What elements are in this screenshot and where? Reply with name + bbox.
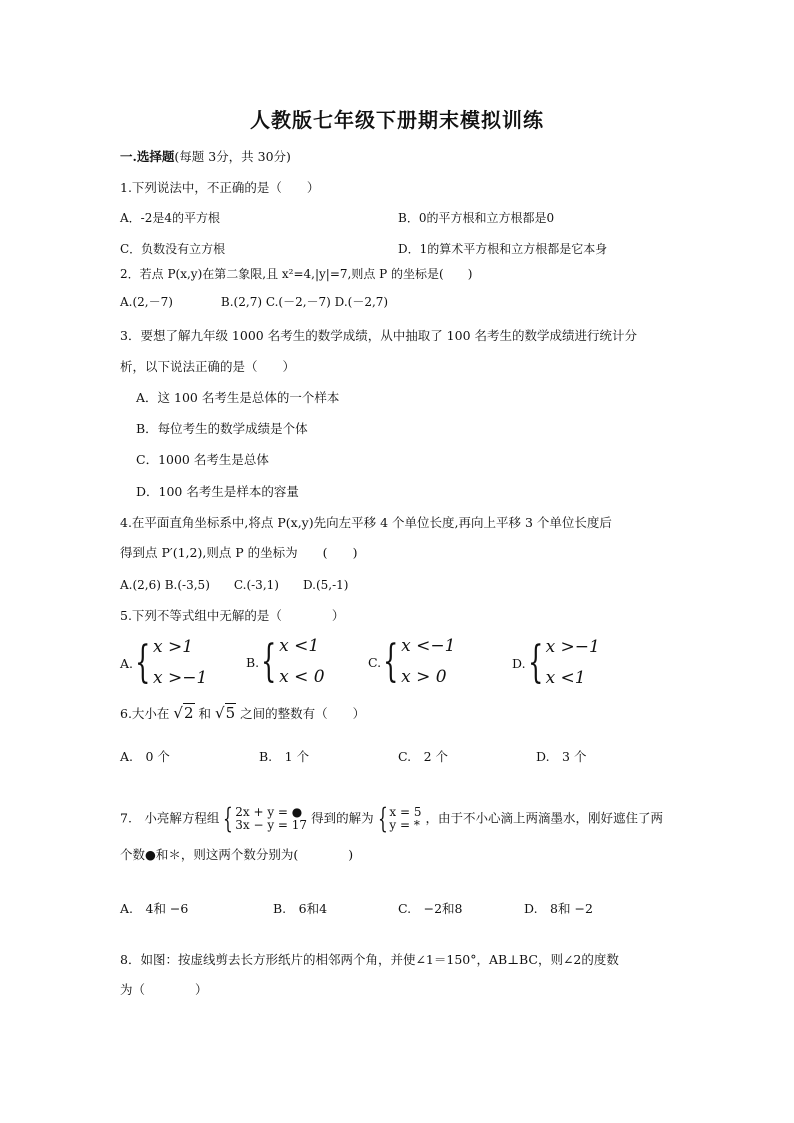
q8-stem-line1: 8．如图：按虚线剪去长方形纸片的相邻两个角，并使∠1＝150°，AB⊥BC，则∠2的度数 [120, 952, 619, 967]
q7-prefix: 7. 小亮解方程组 [120, 810, 220, 826]
q5-stem: 5.下列不等式组中无解的是（ ） [120, 608, 345, 623]
q4-stem-line2: 得到点 P′(1,2),则点 P 的坐标为 ( ) [120, 545, 358, 560]
q3-option-d: D．100 名考生是样本的容量 [136, 484, 299, 499]
section-heading-note: (每题 3分，共 30分) [174, 149, 291, 164]
left-brace: { [135, 637, 151, 688]
q3-stem-line2: 析，以下说法正确的是（ ） [120, 359, 296, 374]
inequality-line-1: x <−1 [401, 636, 456, 656]
left-brace: { [261, 636, 277, 687]
left-brace: { [383, 636, 399, 687]
radicand: 2 [183, 704, 194, 722]
q7-connector: 得到的解为 [311, 810, 374, 826]
q6-option-c: C. 2 个 [398, 749, 449, 764]
q3-option-a: A．这 100 名考生是总体的一个样本 [136, 390, 340, 405]
q8-stem-line2: 为（ ） [120, 982, 208, 997]
q6-suffix: 之间的整数有（ ） [240, 706, 366, 721]
left-brace: { [223, 802, 234, 835]
solution-line-2: y = * [389, 818, 420, 832]
q6-option-d: D. 3 个 [536, 749, 587, 764]
equation-system [223, 802, 308, 835]
left-brace: { [527, 637, 543, 688]
q7-stem-line1 [120, 802, 663, 835]
q4-stem-line1: 4.在平面直角坐标系中,将点 P(x,y)先向左平移 4 个单位长度,再向上平移 3 个单位长度后 [120, 515, 612, 530]
inequality-line-2: x > 0 [401, 667, 447, 687]
inequality-line-1: x >−1 [545, 637, 600, 657]
inequality-line-2: x >−1 [153, 668, 208, 688]
left-brace: { [377, 802, 388, 835]
q7-option-c: C. −2和8 [398, 901, 463, 916]
page-title: 人教版七年级下册期末模拟训练 [250, 108, 544, 132]
radicand: 5 [225, 704, 236, 722]
section-heading [120, 147, 291, 165]
inequality-line-1: x >1 [153, 637, 194, 657]
equation-line-2: 3x − y = 17 [235, 818, 308, 832]
q1-stem: 1.下列说法中，不正确的是（ ） [120, 180, 320, 195]
section-heading-label: 一.选择题 [120, 149, 175, 164]
q5-option-a-label: A. [120, 655, 134, 671]
q3-stem-line1: 3．要想了解九年级 1000 名考生的数学成绩，从中抽取了 100 名考生的数学成绩进行统计分 [120, 328, 638, 343]
solution-lines [389, 806, 421, 832]
equation-lines [235, 806, 307, 832]
equation-line-1: 2x + y = ● [235, 805, 303, 819]
q2-stem: 2．若点 P(x,y)在第二象限,且 x²=4,|y|=7,则点 P 的坐标是( ) [120, 267, 473, 281]
inequality-line-2: x <1 [545, 668, 586, 688]
q7-option-b: B. 6和4 [273, 901, 328, 916]
q6-stem [120, 704, 365, 722]
q6-prefix: 6.大小在 [120, 706, 170, 721]
inequality-system [153, 632, 207, 694]
q5-option-a [120, 632, 207, 694]
q7-option-d: D. 8和 −2 [524, 901, 593, 916]
q1-option-c: C．负数没有立方根 [120, 242, 226, 256]
sqrt-expression: √5 [215, 704, 236, 722]
q2-options: A.(2,－7) B.(2,7) C.(－2,－7) D.(－2,7) [120, 295, 389, 309]
q5-option-b [246, 631, 325, 693]
q6-option-b: B. 1 个 [259, 749, 310, 764]
q6-option-a: A. 0 个 [120, 749, 170, 764]
q1-option-d: D．1的算术平方根和立方根都是它本身 [398, 242, 608, 256]
q4-options: A.(2,6) B.(-3,5) C.(-3,1) D.(5,-1) [120, 578, 349, 592]
q5-option-c [368, 631, 455, 693]
inequality-system [401, 631, 455, 693]
q5-option-c-label: C. [368, 654, 382, 670]
q1-option-b: B．0的平方根和立方根都是0 [398, 211, 555, 225]
q7-stem-line2: 个数●和＊，则这两个数分别为( ) [120, 847, 354, 862]
q7-option-a: A. 4和 −6 [120, 901, 189, 916]
inequality-line-1: x <1 [279, 636, 320, 656]
inequality-system [546, 632, 600, 694]
q5-option-d-label: D. [512, 655, 526, 671]
solution-system [377, 802, 422, 835]
sqrt-expression: √2 [173, 704, 194, 722]
q5-option-d [512, 632, 600, 694]
inequality-line-2: x < 0 [279, 667, 325, 687]
q3-option-b: B．每位考生的数学成绩是个体 [136, 421, 308, 436]
q1-option-a: A．-2是4的平方根 [120, 211, 220, 225]
solution-line-1: x = 5 [389, 805, 422, 819]
q3-option-c: C．1000 名考生是总体 [136, 452, 269, 467]
inequality-system [279, 631, 324, 693]
q7-suffix: ，由于不小心滴上两滴墨水，刚好遮住了两 [425, 810, 663, 826]
q6-connector: 和 [198, 706, 212, 721]
q5-option-b-label: B. [246, 654, 260, 670]
